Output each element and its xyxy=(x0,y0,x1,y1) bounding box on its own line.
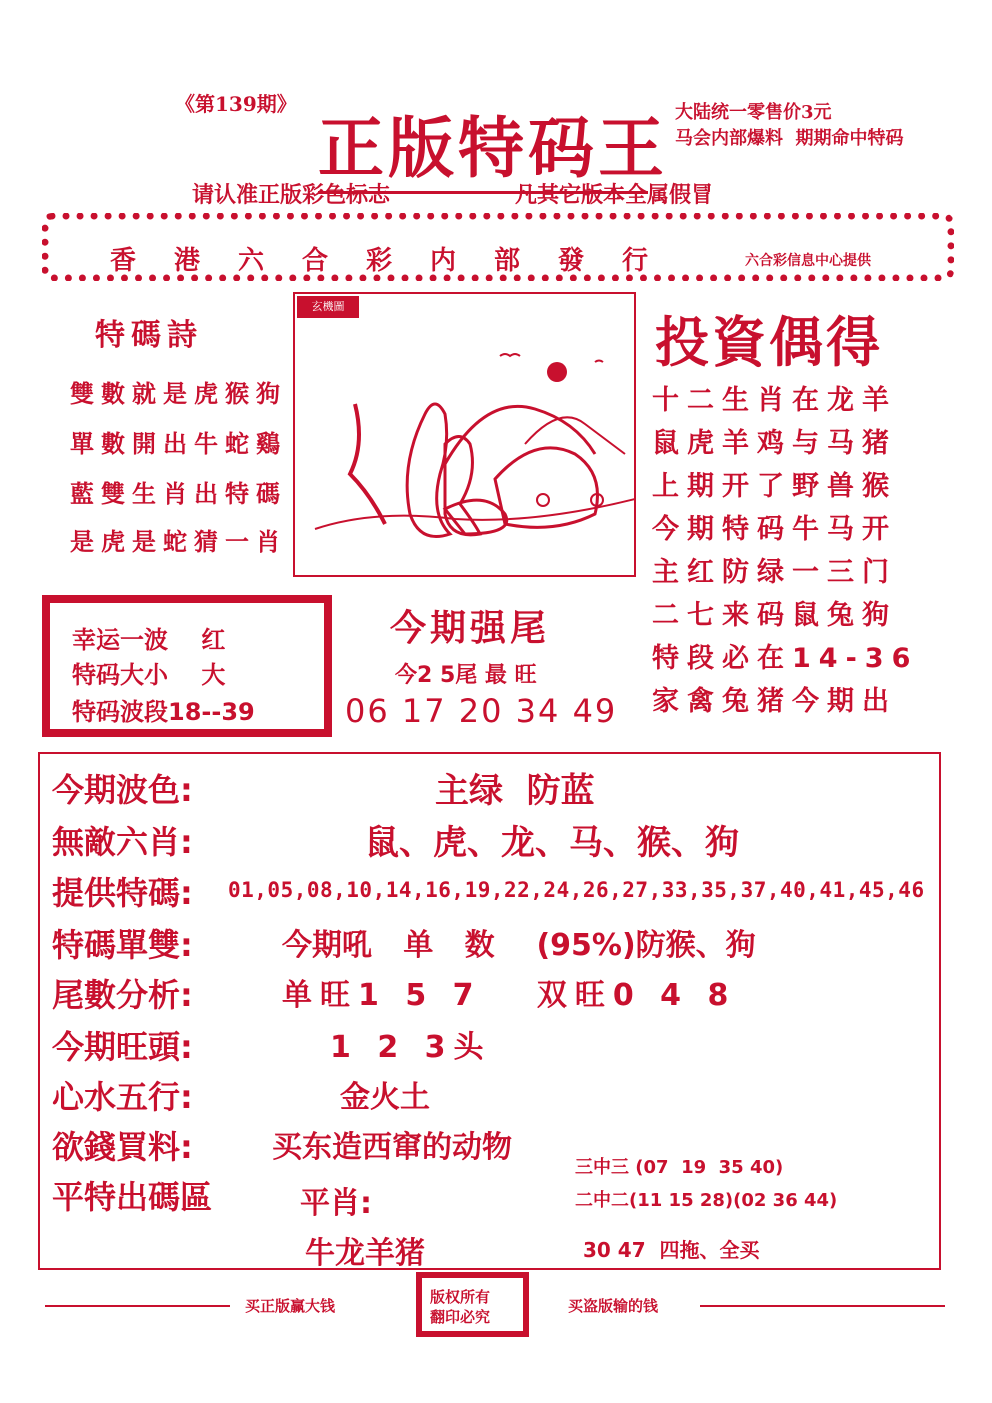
poem-line: 是虎是蛇猜一肖 xyxy=(70,527,287,556)
row-value: 金火土 xyxy=(340,1080,430,1115)
lucky-range: 特码波段18--39 xyxy=(72,698,255,726)
copyright-line2: 翻印必究 xyxy=(430,1308,491,1326)
row-label: 心水五行: xyxy=(52,1078,193,1116)
row-label: 尾數分析: xyxy=(52,976,193,1014)
notice-right: 凡其它版本全属假冒 xyxy=(515,182,714,208)
copyright-line1: 版权所有 xyxy=(430,1288,491,1306)
row-label: 欲錢買料: xyxy=(52,1128,193,1166)
lucky-size: 特码大小 大 xyxy=(72,661,226,689)
banner-title: 香港六合彩内部發行 xyxy=(110,246,687,276)
row-label: 今期旺頭: xyxy=(52,1028,193,1066)
tagline: 马会内部爆料 期期命中特码 xyxy=(675,128,904,149)
row-value: 1 2 3头 xyxy=(330,1030,492,1065)
picture-badge: 玄機圖 xyxy=(297,296,359,318)
price-note: 大陆统一零售价3元 xyxy=(675,102,832,123)
banner-source: 六合彩信息中心提供 xyxy=(745,253,871,269)
invest-line: 主红防绿一三门 xyxy=(652,557,897,588)
row-value: 主绿 防蓝 xyxy=(435,771,595,811)
poem-line: 雙數就是虎猴狗 xyxy=(70,379,287,408)
riddle-illustration xyxy=(295,294,634,575)
invest-title: 投資偶得 xyxy=(655,311,883,374)
row-value: 今期吼 单 数 (95%)防猴、狗 xyxy=(282,928,756,963)
row-value: 单旺1 5 7 双旺0 4 8 xyxy=(282,978,737,1013)
row-value: 平肖: xyxy=(300,1186,372,1221)
page-title xyxy=(318,95,668,190)
riddle-picture xyxy=(293,292,636,577)
footer-line-left xyxy=(45,1305,230,1307)
tail-sub: 今2 5尾 最 旺 xyxy=(395,663,537,688)
invest-line: 十二生肖在龙羊 xyxy=(652,385,897,416)
invest-line: 今期特码牛马开 xyxy=(652,514,897,545)
page-title-text: 正版特码王 xyxy=(318,110,668,187)
row-label: 今期波色: xyxy=(52,771,193,809)
footer-line-right xyxy=(700,1305,945,1307)
footer-right-text: 买盗版输的钱 xyxy=(568,1297,659,1315)
row-label: 無敵六肖: xyxy=(52,823,193,861)
poem-title: 特碼詩 xyxy=(95,318,203,353)
invest-line: 上期开了野兽猴 xyxy=(652,471,897,502)
footer-left-text: 买正版赢大钱 xyxy=(245,1297,336,1315)
issue-number: 《第139期》 xyxy=(175,92,297,116)
row-label: 特碼單雙: xyxy=(52,926,193,964)
tail-title: 今期强尾 xyxy=(390,608,551,649)
two-of-two: 二中二(11 15 28)(02 36 44) xyxy=(575,1190,838,1211)
row-value: 01,05,08,10,14,16,19,22,24,26,27,33,35,37,40,41,45,46 xyxy=(228,878,925,902)
row-label: 提供特碼: xyxy=(52,874,193,912)
poem-line: 藍雙生肖出特碼 xyxy=(70,479,287,508)
row-value: 鼠、虎、龙、马、猴、狗 xyxy=(365,823,739,863)
lucky-wave: 幸运一波 红 xyxy=(72,626,226,654)
row-value: 买东造西窜的动物 xyxy=(272,1130,512,1165)
poem-line: 單數開出牛蛇鷄 xyxy=(70,429,287,458)
invest-line: 二七来码鼠兔狗 xyxy=(652,600,897,631)
tail-numbers: 06 17 20 34 49 xyxy=(345,692,618,730)
row-label: 平特出碼區 xyxy=(52,1178,213,1216)
notice-left: 请认准正版彩色标志 xyxy=(192,182,391,208)
invest-line: 家禽兔猪今期出 xyxy=(652,686,897,717)
invest-line: 特段必在14-36 xyxy=(652,643,919,674)
ping-animals: 牛龙羊猪 xyxy=(305,1236,425,1271)
three-of-three: 三中三 (07 19 35 40) xyxy=(575,1157,784,1178)
four-combo: 30 47 四拖、全买 xyxy=(583,1238,760,1262)
invest-line: 鼠虎羊鸡与马猪 xyxy=(652,428,897,459)
